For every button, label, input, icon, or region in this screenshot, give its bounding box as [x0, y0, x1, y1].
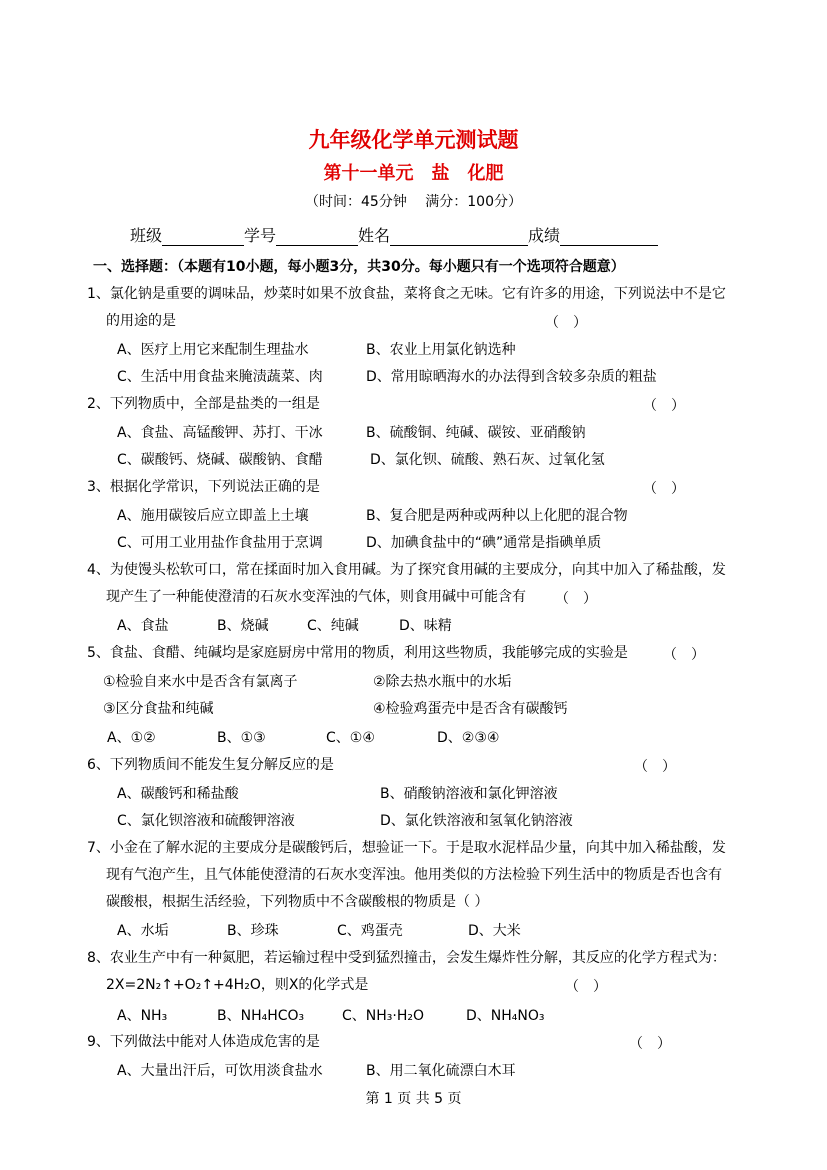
question-7-line-2: 现有气泡产生，且气体能使澄清的石灰水变浑浊。他用类似的方法检验下列生活中的物质是否也含有	[106, 867, 722, 883]
answer-paren-2: （ ）	[643, 398, 685, 414]
question-4-line-1: 4、为使馒头松软可口，常在揉面时加入食用碱。为了探究食用碱的主要成分，向其中加入了稀盐酸，发	[87, 562, 726, 578]
q7-option-c: C、鸡蛋壳	[337, 923, 403, 939]
question-6-line-1: 6、下列物质间不能发生复分解反应的是	[87, 757, 334, 773]
q1-option-d: D、常用晾晒海水的办法得到含较多杂质的粗盐	[366, 369, 657, 385]
q3-option-b: B、复合肥是两种或两种以上化肥的混合物	[366, 508, 628, 524]
q8-option-c: C、NH₃·H₂O	[342, 1008, 424, 1024]
q5-item-1: ①检验自来水中是否含有氯离子	[103, 674, 298, 690]
answer-paren-8: （ ）	[565, 979, 607, 995]
question-8-line-1: 8、农业生产中有一种氮肥，若运输过程中受到猛烈撞击，会发生爆炸性分解，其反应的化学方程式为：	[87, 950, 726, 966]
score-label: 成绩	[528, 226, 561, 245]
exam-meta: （时间：45分钟 满分：100分）	[305, 194, 522, 210]
q3-option-a: A、施用碳铵后应立即盖上土壤	[117, 508, 309, 524]
q4-option-d: D、味精	[399, 618, 452, 634]
student-info-row	[130, 223, 658, 246]
student-number-label: 学号	[244, 226, 277, 245]
q2-option-a: A、食盐、高锰酸钾、苏打、干冰	[117, 425, 323, 441]
q1-option-b: B、农业上用氯化钠选种	[366, 342, 516, 358]
q4-option-a: A、食盐	[117, 618, 169, 634]
q8-option-b: B、NH₄HCO₃	[217, 1008, 305, 1024]
score-blank[interactable]	[560, 229, 658, 246]
q7-option-a: A、水垢	[117, 923, 169, 939]
class-blank[interactable]	[162, 229, 244, 246]
question-5-line-1: 5、食盐、食醋、纯碱均是家庭厨房中常用的物质，利用这些物质，我能够完成的实验是	[87, 645, 628, 661]
q5-option-b: B、①③	[217, 730, 266, 746]
question-7-line-3: 碳酸根，根据生活经验，下列物质中不含碳酸根的物质是（ ）	[106, 894, 489, 910]
q7-option-b: B、珍珠	[227, 923, 279, 939]
question-4-line-2: 现产生了一种能使澄清的石灰水变浑浊的气体，则食用碱中可能含有	[106, 589, 526, 605]
q4-option-c: C、纯碱	[307, 618, 359, 634]
q7-option-d: D、大米	[468, 923, 521, 939]
question-2-line-1: 2、下列物质中，全部是盐类的一组是	[87, 396, 320, 412]
answer-paren-1: （ ）	[545, 315, 587, 331]
q9-option-b: B、用二氧化硫漂白木耳	[366, 1063, 516, 1079]
q6-option-d: D、氯化铁溶液和氢氧化钠溶液	[380, 813, 573, 829]
answer-paren-6: （ ）	[634, 759, 676, 775]
q8-option-d: D、NH₄NO₃	[466, 1008, 545, 1024]
q6-option-b: B、硝酸钠溶液和氯化钾溶液	[380, 786, 558, 802]
q2-option-d: D、氯化钡、硫酸、熟石灰、过氧化氢	[370, 452, 605, 468]
answer-paren-3: （ ）	[643, 481, 685, 497]
section-heading: 一、选择题：（本题有10小题，每小题3分，共30分。每小题只有一个选项符合题意）	[93, 259, 625, 275]
question-1-line-2: 的用途的是	[106, 313, 176, 329]
answer-paren-4: （ ）	[555, 591, 597, 607]
q3-option-d: D、加碘食盐中的“碘”通常是指碘单质	[366, 535, 602, 551]
page-title: 九年级化学单元测试题	[308, 127, 519, 152]
question-1-line-1: 1、氯化钠是重要的调味品，炒菜时如果不放食盐，菜将食之无味。它有许多的用途，下列说法中不是它	[87, 286, 726, 302]
q2-option-b: B、硫酸铜、纯碱、碳铵、亚硝酸钠	[366, 425, 586, 441]
name-blank[interactable]	[390, 229, 528, 246]
question-3-line-1: 3、根据化学常识，下列说法正确的是	[87, 479, 320, 495]
q6-option-a: A、碳酸钙和稀盐酸	[117, 786, 239, 802]
question-9-line-1: 9、下列做法中能对人体造成危害的是	[87, 1034, 320, 1050]
q2-option-c: C、碳酸钙、烧碱、碳酸钠、食醋	[117, 452, 323, 468]
q9-option-a: A、大量出汗后，可饮用淡食盐水	[117, 1063, 323, 1079]
q5-item-4: ④检验鸡蛋壳中是否含有碳酸钙	[373, 701, 568, 717]
question-8-equation: 2X=2N₂↑+O₂↑+4H₂O，则X的化学式是	[106, 977, 369, 993]
q5-item-3: ③区分食盐和纯碱	[103, 701, 214, 717]
q6-option-c: C、氯化钡溶液和硫酸钾溶液	[117, 813, 295, 829]
unit-subtitle: 第十一单元 盐 化肥	[323, 163, 504, 184]
q5-option-c: C、①④	[326, 730, 375, 746]
answer-paren-5: （ ）	[663, 647, 705, 663]
q4-option-b: B、烧碱	[217, 618, 269, 634]
page-footer: 第 1 页 共 5 页	[365, 1091, 462, 1107]
q3-option-c: C、可用工业用盐作食盐用于烹调	[117, 535, 323, 551]
q5-option-d: D、②③④	[437, 730, 500, 746]
q1-option-a: A、医疗上用它来配制生理盐水	[117, 342, 309, 358]
class-label: 班级	[130, 226, 163, 245]
answer-paren-9: （ ）	[629, 1036, 671, 1052]
student-number-blank[interactable]	[276, 229, 358, 246]
question-7-line-1: 7、小金在了解水泥的主要成分是碳酸钙后，想验证一下。于是取水泥样品少量，向其中加入稀盐酸，发	[87, 840, 726, 856]
q1-option-c: C、生活中用食盐来腌渍蔬菜、肉	[117, 369, 323, 385]
q5-item-2: ②除去热水瓶中的水垢	[373, 674, 512, 690]
q8-option-a: A、NH₃	[117, 1008, 168, 1024]
name-label: 姓名	[358, 226, 391, 245]
q5-option-a: A、①②	[107, 730, 156, 746]
